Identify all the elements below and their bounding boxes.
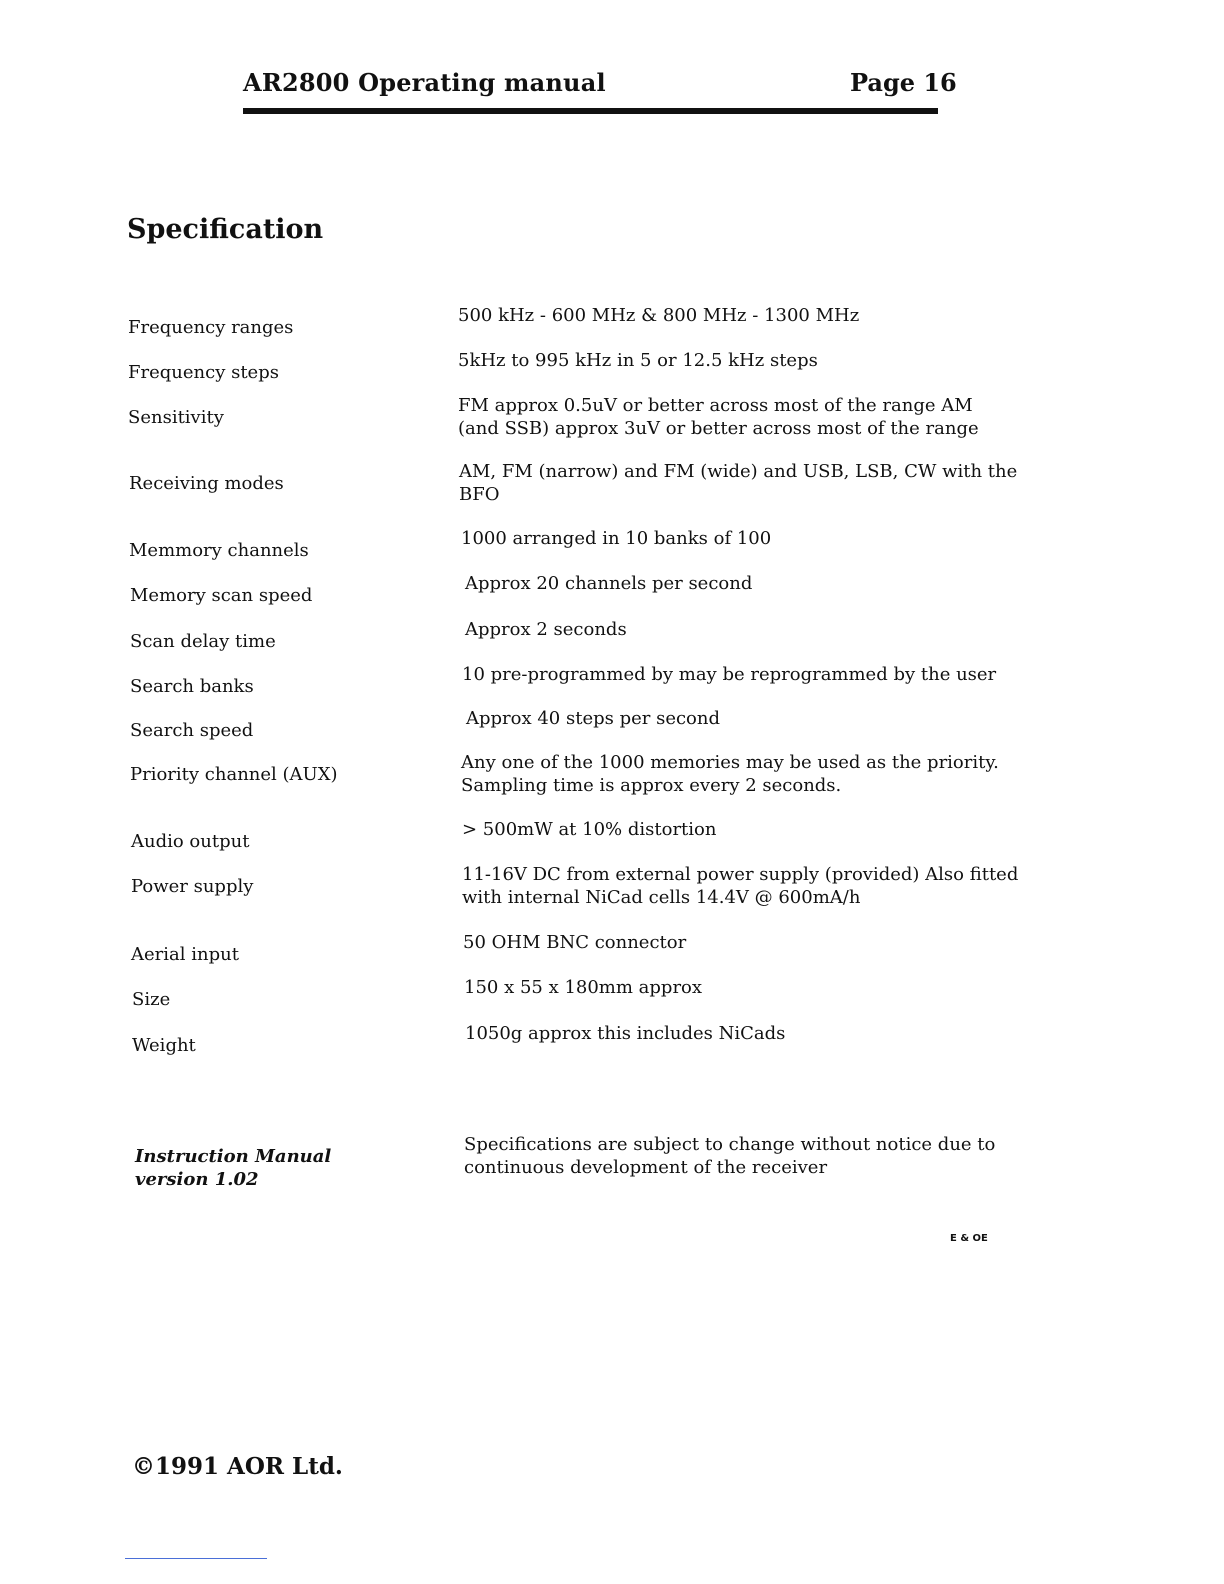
spec-label-weight: Weight bbox=[132, 1035, 196, 1056]
spec-value-size: 150 x 55 x 180mm approx bbox=[464, 977, 703, 998]
spec-label-receiving-modes: Receiving modes bbox=[129, 473, 284, 494]
header-title: AR2800 Operating manual bbox=[243, 68, 606, 97]
spec-label-memory-channels: Memmory channels bbox=[129, 540, 309, 561]
spec-label-search-speed: Search speed bbox=[130, 720, 254, 741]
spec-label-size: Size bbox=[132, 989, 171, 1010]
page-number: Page 16 bbox=[850, 68, 957, 97]
spec-label-scan-delay-time: Scan delay time bbox=[130, 631, 276, 652]
spec-value-sensitivity: FM approx 0.5uV or better across most of the range AM (and SSB) approx 3uV or better across most of the range bbox=[458, 395, 979, 439]
spec-value-weight: 1050g approx this includes NiCads bbox=[465, 1023, 786, 1044]
copyright: ©1991 AOR Ltd. bbox=[132, 1453, 343, 1480]
spec-value-receiving-modes: AM, FM (narrow) and FM (wide) and USB, LSB, CW with the BFO bbox=[459, 461, 1018, 505]
spec-value-aerial-input: 50 OHM BNC connector bbox=[463, 932, 687, 953]
specification-notice: Specifications are subject to change without notice due to continuous development of the receiver bbox=[464, 1134, 996, 1178]
spec-value-search-banks: 10 pre-programmed by may be reprogrammed by the user bbox=[462, 664, 997, 685]
spec-value-frequency-ranges: 500 kHz - 600 MHz & 800 MHz - 1300 MHz bbox=[458, 305, 860, 326]
spec-value-search-speed: Approx 40 steps per second bbox=[466, 708, 721, 729]
spec-label-sensitivity: Sensitivity bbox=[128, 407, 224, 428]
spec-value-audio-output: > 500mW at 10% distortion bbox=[462, 819, 717, 840]
spec-label-frequency-steps: Frequency steps bbox=[128, 362, 279, 383]
spec-value-scan-delay-time: Approx 2 seconds bbox=[465, 619, 627, 640]
eoe-mark: E & OE bbox=[950, 1233, 988, 1244]
spec-label-priority-channel: Priority channel (AUX) bbox=[130, 764, 338, 785]
spec-label-audio-output: Audio output bbox=[131, 831, 250, 852]
spec-value-frequency-steps: 5kHz to 995 kHz in 5 or 12.5 kHz steps bbox=[458, 350, 818, 371]
header-rule bbox=[243, 108, 938, 114]
spec-label-power-supply: Power supply bbox=[131, 876, 254, 897]
spec-label-memory-scan-speed: Memory scan speed bbox=[130, 585, 313, 606]
spec-label-search-banks: Search banks bbox=[130, 676, 254, 697]
spec-label-frequency-ranges: Frequency ranges bbox=[128, 317, 294, 338]
spec-label-aerial-input: Aerial input bbox=[131, 944, 239, 965]
spec-value-priority-channel: Any one of the 1000 memories may be used as the priority. Sampling time is approx every 2 seconds. bbox=[461, 752, 999, 796]
manual-version: Instruction Manual version 1.02 bbox=[135, 1146, 332, 1190]
section-title: Specification bbox=[127, 214, 324, 245]
spec-value-power-supply: 11-16V DC from external power supply (provided) Also fitted with internal NiCad cells 14.4V @ 600mA/h bbox=[462, 864, 1019, 908]
spec-value-memory-scan-speed: Approx 20 channels per second bbox=[465, 573, 753, 594]
bottom-link-underline bbox=[125, 1558, 267, 1559]
spec-value-memory-channels: 1000 arranged in 10 banks of 100 bbox=[461, 528, 772, 549]
